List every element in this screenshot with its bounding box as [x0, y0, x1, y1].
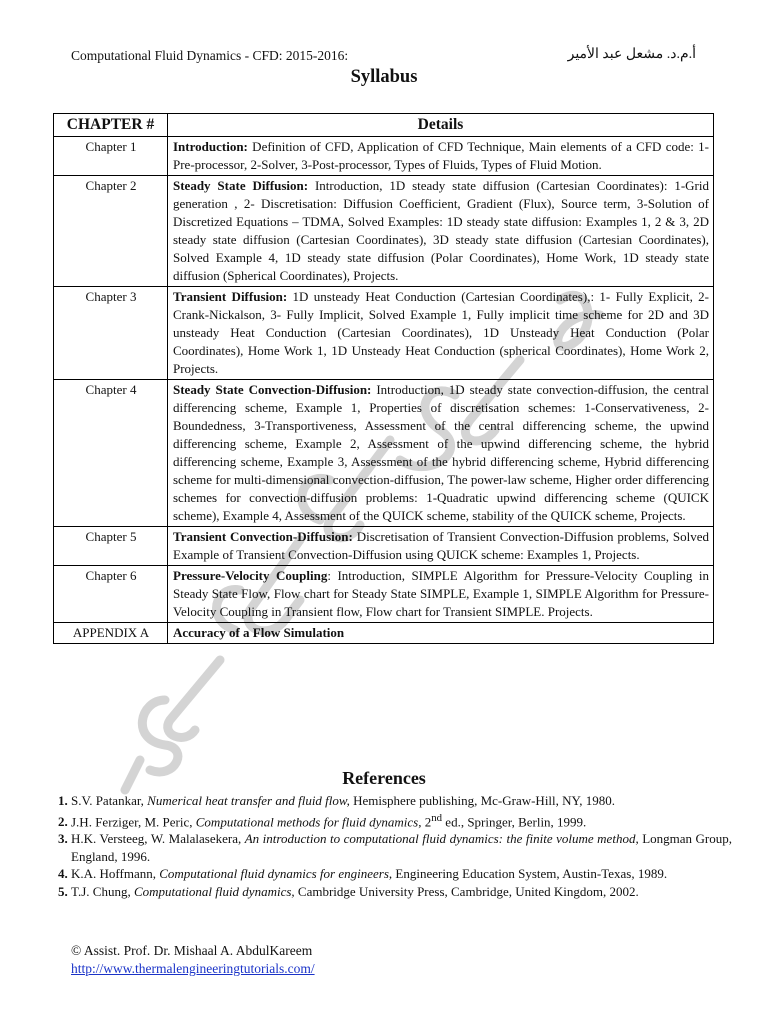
syllabus-table — [53, 113, 714, 644]
table-row — [54, 527, 714, 566]
chapter-body: Introduction, 1D steady state diffusion (Cartesian Coordinates): 1-Grid generation , 2- Discretisation: Diffusion Coefficient, Gradient (Flux), Source term, 3-Solution of Discretized Equations – TDMA, Solved Examples: 1D steady state diffusion: Examples 1, 2 & 3, 2D steady state diffusion (Cartesian Coordinates), 3D steady state diffusion (Cartesian Coordinates), Solved Example 4, 1D steady state diffusion (Polar Coordinates), Home Work, 1D steady state diffusion (Spherical Coordinates), Projects. — [173, 178, 709, 283]
ref-title: Computational methods for fluid dynamics, — [195, 813, 422, 829]
chapter-details — [168, 527, 714, 566]
chapter-details — [168, 287, 714, 380]
chapter-label: APPENDIX A — [54, 623, 168, 644]
table-row — [54, 287, 714, 380]
ref-author: T.J. Chung, — [71, 883, 134, 899]
author-credit: © Assist. Prof. Dr. Mishaal A. AbdulKareem — [71, 943, 313, 958]
references-list — [53, 792, 732, 900]
ref-author: S.V. Patankar, — [71, 793, 148, 808]
chapter-details — [168, 566, 714, 623]
ref-rest-2: ed., Springer, Berlin, 1999. — [442, 813, 587, 829]
chapter-label: Chapter 5 — [54, 527, 168, 566]
table-header-row — [54, 114, 714, 137]
chapter-label: Chapter 2 — [54, 176, 168, 287]
reference-item — [71, 810, 732, 831]
chapter-details — [168, 623, 714, 644]
chapter-details — [168, 176, 714, 287]
chapter-details — [168, 137, 714, 176]
ref-title: Computational fluid dynamics for engineers, — [159, 866, 393, 882]
chapter-body: Discretisation of Transient Convection-Diffusion problems, Solved Example of Transient Convection-Diffusion using QUICK scheme: Examples 1, Projects. — [173, 529, 709, 562]
chapter-label: Chapter 1 — [54, 137, 168, 176]
chapter-body: : Introduction, SIMPLE Algorithm for Pressure-Velocity Coupling in Steady State Flow, Flow chart for Steady State SIMPLE, Example 1, SIMPLE Algorithm for Pressure-Velocity Coupling in Transient flow, Flow chart for Transient SIMPLE. Projects. — [173, 568, 709, 619]
chapter-label: Chapter 6 — [54, 566, 168, 623]
chapter-heading: Transient Diffusion: — [173, 289, 288, 304]
chapter-heading: Introduction: — [173, 139, 248, 154]
ref-author: H.K. Versteeg, W. Malalasekera, — [71, 831, 245, 847]
ref-title: Numerical heat transfer and fluid flow, — [147, 793, 350, 808]
ref-superscript: nd — [431, 811, 443, 824]
header-course-title: Computational Fluid Dynamics - CFD: 2015-2016: — [71, 48, 349, 63]
reference-item — [71, 792, 732, 810]
chapter-details — [168, 380, 714, 527]
table-row — [54, 566, 714, 623]
table-row — [54, 176, 714, 287]
ref-rest: Hemisphere publishing, Mc-Graw-Hill, NY, 1980. — [349, 793, 616, 808]
table-row — [54, 137, 714, 176]
ref-rest: 2 — [421, 813, 432, 829]
header-chapter: CHAPTER # — [54, 114, 168, 137]
header-details: Details — [168, 114, 714, 137]
reference-item — [71, 865, 732, 883]
chapter-body: 1D unsteady Heat Conduction (Cartesian Coordinates),: 1- Fully Explicit, 2- Crank-Nickalson, 3- Fully Implicit, Solved Example 1, Fully implicit time scheme for 2D and 3D unsteady Heat Conduction (Cartesian Coordinates), 1D Unsteady Heat Conduction (Polar Coordinates), Home Work 1, 1D Unsteady Heat Conduction (spherical Coordinates), Home Work 2, Projects. — [173, 289, 709, 376]
reference-item — [71, 883, 732, 901]
chapter-label: Chapter 4 — [54, 380, 168, 527]
chapter-heading: Transient Convection-Diffusion: — [173, 529, 353, 544]
header-author-arabic: أ.م.د. مشعل عبد الأمير — [567, 47, 696, 62]
references-heading: References — [342, 768, 426, 788]
chapter-label: Chapter 3 — [54, 287, 168, 380]
table-row — [54, 380, 714, 527]
table-row — [54, 623, 714, 644]
chapter-heading: Steady State Diffusion: — [173, 178, 309, 193]
website-link[interactable]: http://www.thermalengineeringtutorials.com/ — [71, 961, 315, 976]
ref-rest: Longman Group, England, 1996. — [71, 831, 733, 864]
ref-rest: Cambridge University Press, Cambridge, United Kingdom, 2002. — [294, 883, 639, 899]
reference-item — [71, 830, 732, 865]
chapter-heading: Pressure-Velocity Coupling — [173, 568, 328, 583]
chapter-heading: Steady State Convection-Diffusion: — [173, 382, 372, 397]
page-title: Syllabus — [350, 67, 418, 87]
chapter-heading: Accuracy of a Flow Simulation — [173, 625, 345, 640]
ref-rest: Engineering Education System, Austin-Texas, 1989. — [392, 866, 668, 882]
ref-author: J.H. Ferziger, M. Peric, — [71, 813, 196, 829]
chapter-body: Introduction, 1D steady state convection-diffusion, the central differencing scheme, Example 1, Properties of discretisation schemes: 1-Conservativeness, 2-Boundedness, 3-Transportiveness, Assessment of the central differencing scheme, the upwind differencing scheme, Example 2, Assessment of the upwind differencing scheme, the hybrid differencing scheme, Example 3, Assessment of the hybrid differencing scheme, Hybrid differencing scheme for multi-dimensional convection-diffusion, The power-law scheme, Higher order differencing schemes for convection-diffusion problems: 1-Quadratic upwind differencing scheme (QUICK scheme), Example 4, Assessment of the QUICK scheme, stability of the QUICK scheme, Projects. — [173, 382, 710, 523]
ref-title: Computational fluid dynamics, — [133, 883, 295, 899]
ref-author: K.A. Hoffmann, — [71, 866, 160, 882]
ref-title: An introduction to computational fluid dynamics: the finite volume method, — [244, 831, 639, 847]
chapter-body: Definition of CFD, Application of CFD Technique, Main elements of a CFD code: 1-Pre-processor, 2-Solver, 3-Post-processor, Types of Fluids, Types of Fluid Motion. — [173, 139, 709, 172]
